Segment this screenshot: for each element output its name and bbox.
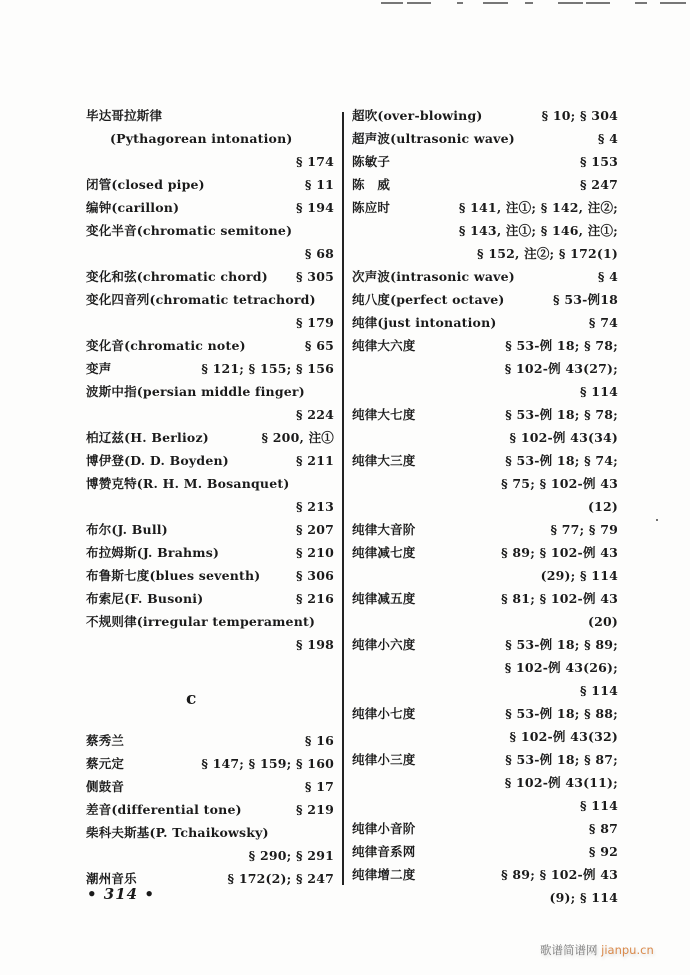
index-entry-continuation bbox=[352, 380, 618, 403]
index-entry bbox=[86, 357, 334, 380]
index-entry bbox=[86, 564, 334, 587]
scan-speck bbox=[656, 519, 658, 521]
index-term: 不规则律(irregular temperament) bbox=[86, 614, 316, 629]
index-entry bbox=[352, 127, 618, 150]
index-entry-continuation bbox=[352, 679, 618, 702]
index-entry bbox=[352, 633, 618, 656]
index-term: 纯律小三度 bbox=[352, 752, 416, 767]
index-entry-continuation bbox=[352, 495, 618, 518]
header-rule-fragments bbox=[0, 0, 690, 12]
section-reference: § 11 bbox=[304, 177, 334, 192]
section-reference: § 89; § 102-例 43 bbox=[501, 545, 618, 560]
index-entry bbox=[86, 265, 334, 288]
index-entry-continuation bbox=[352, 725, 618, 748]
index-entry-continuation bbox=[86, 311, 334, 334]
index-entry-continuation bbox=[86, 633, 334, 656]
index-entry bbox=[86, 541, 334, 564]
section-reference: § 17 bbox=[304, 779, 334, 794]
index-entry bbox=[86, 127, 334, 150]
section-reference: § 247 bbox=[580, 177, 618, 192]
section-reference: § 213 bbox=[296, 499, 334, 514]
index-term: 陈敏子 bbox=[352, 154, 391, 169]
section-reference: § 200, 注① bbox=[261, 430, 334, 445]
section-reference: § 211 bbox=[296, 453, 334, 468]
index-entry-continuation bbox=[86, 844, 334, 867]
watermark-latin: jianpu.cn bbox=[601, 943, 654, 957]
index-entry bbox=[352, 702, 618, 725]
section-reference: § 92 bbox=[588, 844, 618, 859]
section-reference: § 53-例18 bbox=[553, 292, 618, 307]
index-term: 陈应时 bbox=[352, 200, 391, 215]
page-number: • 314 • bbox=[87, 885, 155, 903]
index-term: 蔡元定 bbox=[86, 756, 125, 771]
index-entry-continuation bbox=[352, 219, 618, 242]
index-term: 柴科夫斯基(P. Tchaikowsky) bbox=[86, 825, 269, 840]
index-term: 纯律小七度 bbox=[352, 706, 416, 721]
index-term: 纯律增二度 bbox=[352, 867, 416, 882]
index-entry bbox=[86, 729, 334, 752]
index-entry bbox=[352, 449, 618, 472]
index-term: 纯律大七度 bbox=[352, 407, 416, 422]
index-entry bbox=[86, 196, 334, 219]
index-term: 侧鼓音 bbox=[86, 779, 125, 794]
section-reference: § 198 bbox=[296, 637, 334, 652]
index-entry-continuation bbox=[352, 794, 618, 817]
index-entry-continuation bbox=[352, 610, 618, 633]
index-entry-continuation bbox=[352, 886, 618, 909]
index-column-left bbox=[86, 104, 334, 656]
index-term: 纯律减五度 bbox=[352, 591, 416, 606]
index-entry bbox=[86, 798, 334, 821]
section-reference: § 114 bbox=[580, 384, 618, 399]
index-term: 博伊登(D. D. Boyden) bbox=[86, 453, 229, 468]
section-reference: § 306 bbox=[296, 568, 334, 583]
section-reference: § 4 bbox=[597, 131, 618, 146]
index-term: 博赞克特(R. H. M. Bosanquet) bbox=[86, 476, 290, 491]
index-term: 柏辽兹(H. Berlioz) bbox=[86, 430, 209, 445]
index-entry bbox=[352, 518, 618, 541]
section-reference: (9); § 114 bbox=[549, 890, 618, 905]
index-term: 布尔(J. Bull) bbox=[86, 522, 168, 537]
section-reference: § 290; § 291 bbox=[248, 848, 334, 863]
index-entry-continuation bbox=[86, 403, 334, 426]
section-reference: § 10; § 304 bbox=[541, 108, 618, 123]
section-reference: § 207 bbox=[296, 522, 334, 537]
section-reference: § 53-例 18; § 78; bbox=[505, 407, 618, 422]
section-reference: § 114 bbox=[580, 798, 618, 813]
index-entry bbox=[86, 587, 334, 610]
index-term: 纯律减七度 bbox=[352, 545, 416, 560]
index-term: 纯律小六度 bbox=[352, 637, 416, 652]
index-entry bbox=[352, 334, 618, 357]
index-term: 毕达哥拉斯律 bbox=[86, 108, 163, 123]
section-reference: § 102-例 43(27); bbox=[504, 361, 618, 376]
section-reference: (20) bbox=[587, 614, 618, 629]
index-entry bbox=[352, 265, 618, 288]
section-reference: § 53-例 18; § 78; bbox=[505, 338, 618, 353]
index-column-left-section-c bbox=[86, 729, 334, 890]
index-term: 变化音(chromatic note) bbox=[86, 338, 246, 353]
index-term: 纯律大六度 bbox=[352, 338, 416, 353]
index-term: 次声波(intrasonic wave) bbox=[352, 269, 515, 284]
section-reference: § 74 bbox=[588, 315, 618, 330]
index-term: 差音(differential tone) bbox=[86, 802, 242, 817]
section-reference: § 89; § 102-例 43 bbox=[501, 867, 618, 882]
index-entry bbox=[86, 821, 334, 844]
index-entry-continuation bbox=[352, 771, 618, 794]
index-term: 变化半音(chromatic semitone) bbox=[86, 223, 293, 238]
index-entry bbox=[86, 426, 334, 449]
section-reference: § 121; § 155; § 156 bbox=[201, 361, 334, 376]
section-reference: § 143, 注①; § 146, 注①; bbox=[458, 223, 618, 238]
column-divider bbox=[342, 112, 344, 885]
section-reference: § 141, 注①; § 142, 注②; bbox=[458, 200, 618, 215]
index-entry-continuation bbox=[352, 426, 618, 449]
index-entry bbox=[352, 748, 618, 771]
watermark bbox=[540, 942, 654, 958]
index-entry bbox=[352, 173, 618, 196]
index-term: 编钟(carillon) bbox=[86, 200, 180, 215]
index-term: 纯律小音阶 bbox=[352, 821, 416, 836]
section-reference: § 305 bbox=[296, 269, 334, 284]
section-reference: § 53-例 18; § 88; bbox=[505, 706, 618, 721]
index-entry bbox=[86, 610, 334, 633]
index-term: 布索尼(F. Busoni) bbox=[86, 591, 204, 606]
index-term: 纯律大三度 bbox=[352, 453, 416, 468]
section-reference: § 16 bbox=[304, 733, 334, 748]
index-entry-continuation bbox=[352, 357, 618, 380]
index-term: 纯八度(perfect octave) bbox=[352, 292, 505, 307]
index-entry bbox=[352, 288, 618, 311]
section-reference: § 81; § 102-例 43 bbox=[501, 591, 618, 606]
section-reference: (29); § 114 bbox=[540, 568, 618, 583]
index-entry bbox=[352, 196, 618, 219]
index-entry bbox=[352, 104, 618, 127]
section-reference: § 102-例 43(32) bbox=[509, 729, 618, 744]
section-reference: § 77; § 79 bbox=[550, 522, 618, 537]
index-term: 波斯中指(persian middle finger) bbox=[86, 384, 305, 399]
index-term: 纯律(just intonation) bbox=[352, 315, 497, 330]
section-reference: § 224 bbox=[296, 407, 334, 422]
section-reference: § 53-例 18; § 74; bbox=[505, 453, 618, 468]
section-reference: § 152, 注②; § 172(1) bbox=[477, 246, 618, 261]
index-entry-continuation bbox=[86, 150, 334, 173]
index-entry bbox=[352, 541, 618, 564]
section-reference: § 65 bbox=[304, 338, 334, 353]
index-entry bbox=[86, 775, 334, 798]
watermark-cn: 歌谱简谱网 bbox=[540, 943, 598, 957]
index-term: 陈 威 bbox=[352, 177, 391, 192]
index-entry bbox=[352, 150, 618, 173]
index-term: 闭管(closed pipe) bbox=[86, 177, 205, 192]
index-term: 变声 bbox=[86, 361, 112, 376]
section-reference: § 102-例 43(34) bbox=[509, 430, 618, 445]
section-reference: § 53-例 18; § 89; bbox=[505, 637, 618, 652]
index-term: 纯律大音阶 bbox=[352, 522, 416, 537]
index-term: 变化和弦(chromatic chord) bbox=[86, 269, 268, 284]
index-entry-continuation bbox=[352, 564, 618, 587]
index-entry bbox=[86, 380, 334, 403]
index-column-right bbox=[352, 104, 618, 909]
section-reference: § 219 bbox=[296, 802, 334, 817]
section-reference: § 194 bbox=[296, 200, 334, 215]
section-reference: § 114 bbox=[580, 683, 618, 698]
index-entry bbox=[352, 840, 618, 863]
index-term: 纯律音系网 bbox=[352, 844, 416, 859]
section-reference: § 75; § 102-例 43 bbox=[501, 476, 618, 491]
section-reference: (12) bbox=[587, 499, 618, 514]
section-reference: § 172(2); § 247 bbox=[227, 871, 334, 886]
index-entry bbox=[86, 752, 334, 775]
section-reference: § 4 bbox=[597, 269, 618, 284]
index-term: 超吹(over-blowing) bbox=[352, 108, 483, 123]
section-reference: § 153 bbox=[580, 154, 618, 169]
index-term: 超声波(ultrasonic wave) bbox=[352, 131, 515, 146]
section-reference: § 147; § 159; § 160 bbox=[201, 756, 334, 771]
index-entry-continuation bbox=[352, 656, 618, 679]
section-reference: § 210 bbox=[296, 545, 334, 560]
index-entry bbox=[86, 173, 334, 196]
index-entry bbox=[86, 449, 334, 472]
section-reference: § 102-例 43(26); bbox=[504, 660, 618, 675]
index-term: 潮州音乐 bbox=[86, 871, 137, 886]
index-entry bbox=[86, 472, 334, 495]
section-reference: § 102-例 43(11); bbox=[504, 775, 618, 790]
index-entry-continuation bbox=[352, 242, 618, 265]
section-reference: § 179 bbox=[296, 315, 334, 330]
index-term: 变化四音列(chromatic tetrachord) bbox=[86, 292, 316, 307]
index-entry bbox=[352, 403, 618, 426]
index-entry-continuation bbox=[86, 242, 334, 265]
section-reference: § 87 bbox=[588, 821, 618, 836]
index-entry bbox=[86, 288, 334, 311]
index-entry bbox=[86, 219, 334, 242]
section-reference: § 174 bbox=[296, 154, 334, 169]
index-entry bbox=[86, 104, 334, 127]
section-letter-heading: c bbox=[186, 689, 197, 709]
index-term: (Pythagorean intonation) bbox=[110, 131, 293, 146]
index-entry bbox=[352, 587, 618, 610]
index-entry bbox=[352, 863, 618, 886]
index-entry bbox=[352, 817, 618, 840]
index-entry bbox=[86, 334, 334, 357]
index-term: 布拉姆斯(J. Brahms) bbox=[86, 545, 220, 560]
section-reference: § 53-例 18; § 87; bbox=[505, 752, 618, 767]
index-term: 布鲁斯七度(blues seventh) bbox=[86, 568, 261, 583]
index-entry bbox=[352, 311, 618, 334]
section-reference: § 68 bbox=[304, 246, 334, 261]
index-entry-continuation bbox=[352, 472, 618, 495]
section-reference: § 216 bbox=[296, 591, 334, 606]
index-entry bbox=[86, 518, 334, 541]
index-term: 蔡秀兰 bbox=[86, 733, 125, 748]
index-entry-continuation bbox=[86, 495, 334, 518]
